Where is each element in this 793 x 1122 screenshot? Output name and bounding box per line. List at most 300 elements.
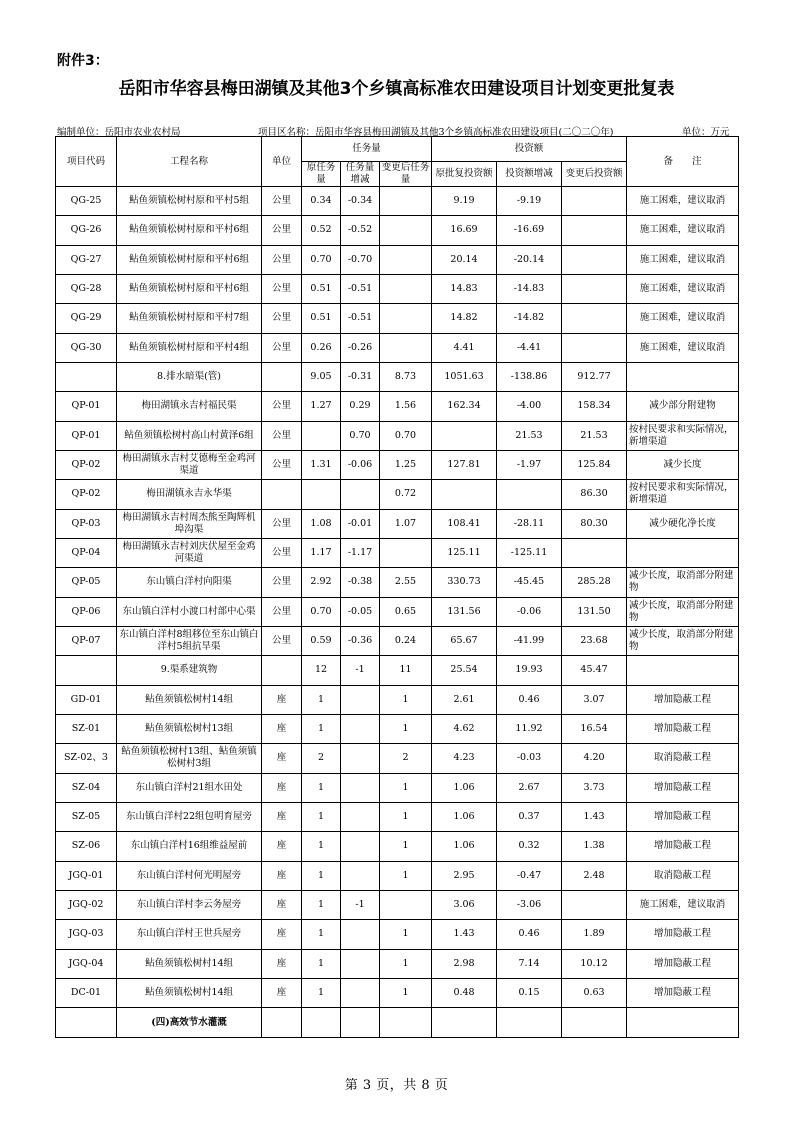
cell-task-after: 1 — [380, 773, 432, 802]
cell-unit: 公里 — [262, 333, 302, 362]
cell-unit — [262, 362, 302, 391]
cell-invest-orig: 1051.63 — [432, 362, 497, 391]
cell-remark: 增加隐蔽工程 — [627, 773, 739, 802]
cell-task-change — [341, 685, 380, 714]
cell-task-after: 11 — [380, 656, 432, 685]
cell-task-change: -1 — [341, 890, 380, 919]
cell-code: GD-01 — [56, 685, 117, 714]
table-row — [56, 656, 739, 685]
cell-task-change: -0.51 — [341, 274, 380, 303]
cell-name: 梅田湖镇永吉村周杰熊至陶辉机埠沟渠 — [117, 509, 262, 538]
cell-remark: 增加隐蔽工程 — [627, 978, 739, 1007]
cell-remark: 增加隐蔽工程 — [627, 802, 739, 831]
cell-invest-orig: 1.43 — [432, 920, 497, 949]
cell-code: JGQ-01 — [56, 861, 117, 890]
cell-invest-orig — [432, 421, 497, 450]
cell-name: 梅田湖镇永吉村艾德梅至金鸡河渠道 — [117, 450, 262, 479]
cell-invest-orig: 330.73 — [432, 568, 497, 597]
table-row — [56, 538, 739, 567]
cell-task-orig — [302, 1008, 341, 1038]
cell-code: QP-02 — [56, 450, 117, 479]
cell-invest-after: 1.38 — [562, 832, 627, 861]
cell-remark — [627, 1008, 739, 1038]
cell-task-orig: 1 — [302, 773, 341, 802]
cell-task-after: 0.24 — [380, 626, 432, 655]
cell-task-change: -0.34 — [341, 187, 380, 216]
cell-invest-change: -4.00 — [497, 392, 562, 421]
cell-remark: 施工困难，建议取消 — [627, 890, 739, 919]
cell-unit: 公里 — [262, 626, 302, 655]
cell-remark: 施工困难，建议取消 — [627, 274, 739, 303]
cell-invest-orig: 1.06 — [432, 832, 497, 861]
cell-remark: 施工困难，建议取消 — [627, 245, 739, 274]
cell-task-orig: 1 — [302, 802, 341, 831]
header-name: 工程名称 — [117, 137, 262, 187]
table-row — [56, 187, 739, 216]
cell-invest-orig: 2.61 — [432, 685, 497, 714]
cell-invest-after: 21.53 — [562, 421, 627, 450]
page-footer: 第 3 页，共 8 页 — [344, 1078, 449, 1093]
cell-task-after — [380, 245, 432, 274]
cell-task-after — [380, 538, 432, 567]
cell-invest-orig: 108.41 — [432, 509, 497, 538]
cell-task-after: 1 — [380, 714, 432, 743]
cell-unit: 公里 — [262, 509, 302, 538]
header-task-after: 变更后任务量 — [380, 162, 432, 187]
cell-task-orig: 0.51 — [302, 274, 341, 303]
table-row — [56, 480, 739, 509]
cell-code: QP-07 — [56, 626, 117, 655]
table-row — [56, 568, 739, 597]
cell-invest-orig: 65.67 — [432, 626, 497, 655]
cell-task-change: -1.17 — [341, 538, 380, 567]
cell-task-orig: 2.92 — [302, 568, 341, 597]
cell-task-orig: 0.70 — [302, 245, 341, 274]
cell-remark: 按村民要求和实际情况，新增渠道 — [627, 480, 739, 509]
header-unit: 单位 — [262, 137, 302, 187]
cell-task-after: 1 — [380, 949, 432, 978]
cell-task-orig — [302, 421, 341, 450]
cell-invest-after — [562, 890, 627, 919]
cell-task-orig: 1.08 — [302, 509, 341, 538]
cell-invest-after: 125.84 — [562, 450, 627, 479]
header-invest-change: 投资额增减 — [497, 162, 562, 187]
cell-invest-change: -14.82 — [497, 304, 562, 333]
cell-invest-orig: 0.48 — [432, 978, 497, 1007]
table-row — [56, 773, 739, 802]
table-row — [56, 597, 739, 626]
table-row — [56, 1008, 739, 1038]
cell-invest-after — [562, 538, 627, 567]
change-approval-table — [55, 136, 739, 1038]
page-title: 岳阳市华容县梅田湖镇及其他3个乡镇高标准农田建设项目计划变更批复表 — [118, 79, 675, 99]
cell-invest-orig: 25.54 — [432, 656, 497, 685]
cell-task-after — [380, 890, 432, 919]
cell-invest-change: 2.67 — [497, 773, 562, 802]
cell-invest-orig: 131.56 — [432, 597, 497, 626]
cell-code: JGQ-04 — [56, 949, 117, 978]
cell-code: QP-03 — [56, 509, 117, 538]
cell-code: QG-26 — [56, 216, 117, 245]
cell-invest-after — [562, 333, 627, 362]
cell-name: 东山镇白洋村21组水田处 — [117, 773, 262, 802]
table-row — [56, 685, 739, 714]
cell-invest-orig: 127.81 — [432, 450, 497, 479]
cell-remark — [627, 538, 739, 567]
cell-task-after: 0.70 — [380, 421, 432, 450]
cell-name: 鲇鱼须镇松树村原和平村5组 — [117, 187, 262, 216]
cell-task-change — [341, 714, 380, 743]
cell-name: 鲇鱼须镇松树村13组、鲇鱼须镇松树村3组 — [117, 744, 262, 773]
cell-remark: 施工困难，建议取消 — [627, 187, 739, 216]
cell-unit: 公里 — [262, 216, 302, 245]
cell-unit: 公里 — [262, 421, 302, 450]
cell-code: QG-28 — [56, 274, 117, 303]
header-invest-group: 投资额 — [432, 137, 627, 162]
cell-invest-after: 131.50 — [562, 597, 627, 626]
table-row — [56, 450, 739, 479]
cell-remark: 施工困难，建议取消 — [627, 216, 739, 245]
cell-name: 东山镇白洋村小渡口村部中心渠 — [117, 597, 262, 626]
cell-code — [56, 1008, 117, 1038]
cell-remark: 减少硬化净长度 — [627, 509, 739, 538]
cell-remark: 取消隐蔽工程 — [627, 744, 739, 773]
cell-name: 9.渠系建筑物 — [117, 656, 262, 685]
cell-code: QG-27 — [56, 245, 117, 274]
cell-task-orig — [302, 480, 341, 509]
header-invest-after: 变更后投资额 — [562, 162, 627, 187]
cell-unit: 座 — [262, 978, 302, 1007]
cell-invest-change: 0.32 — [497, 832, 562, 861]
cell-remark: 取消隐蔽工程 — [627, 861, 739, 890]
cell-invest-after: 0.63 — [562, 978, 627, 1007]
cell-invest-after: 10.12 — [562, 949, 627, 978]
cell-remark: 增加隐蔽工程 — [627, 949, 739, 978]
table-row — [56, 978, 739, 1007]
cell-unit — [262, 656, 302, 685]
cell-invest-change: 19.93 — [497, 656, 562, 685]
cell-invest-change: 0.15 — [497, 978, 562, 1007]
table-row — [56, 509, 739, 538]
cell-remark: 减少长度，取消部分附建物 — [627, 568, 739, 597]
cell-task-change: 0.70 — [341, 421, 380, 450]
cell-name: 鲇鱼须镇松树村原和平村6组 — [117, 274, 262, 303]
cell-unit: 座 — [262, 802, 302, 831]
cell-task-orig: 1.17 — [302, 538, 341, 567]
table-row — [56, 890, 739, 919]
cell-code: QP-01 — [56, 421, 117, 450]
cell-invest-change — [497, 1008, 562, 1038]
cell-code: DC-01 — [56, 978, 117, 1007]
cell-invest-orig: 14.83 — [432, 274, 497, 303]
cell-remark: 减少长度 — [627, 450, 739, 479]
cell-task-change: -0.01 — [341, 509, 380, 538]
cell-invest-after: 1.89 — [562, 920, 627, 949]
cell-remark: 减少长度，取消部分附建物 — [627, 626, 739, 655]
cell-invest-orig: 3.06 — [432, 890, 497, 919]
table-row — [56, 216, 739, 245]
cell-invest-change: -4.41 — [497, 333, 562, 362]
cell-code: QP-06 — [56, 597, 117, 626]
cell-code — [56, 656, 117, 685]
cell-invest-change: -0.47 — [497, 861, 562, 890]
cell-task-orig: 0.34 — [302, 187, 341, 216]
cell-remark: 减少部分附建物 — [627, 392, 739, 421]
table-row — [56, 802, 739, 831]
cell-invest-after — [562, 216, 627, 245]
table-row — [56, 744, 739, 773]
cell-unit: 座 — [262, 949, 302, 978]
cell-unit — [262, 1008, 302, 1038]
cell-invest-change: -28.11 — [497, 509, 562, 538]
cell-task-change: -0.26 — [341, 333, 380, 362]
cell-task-change — [341, 773, 380, 802]
cell-task-change: -0.52 — [341, 216, 380, 245]
cell-name: 8.排水暗渠(管) — [117, 362, 262, 391]
cell-task-change: -0.36 — [341, 626, 380, 655]
cell-task-change — [341, 1008, 380, 1038]
table-row — [56, 861, 739, 890]
cell-task-orig: 1.31 — [302, 450, 341, 479]
cell-name: 梅田湖镇永吉永华渠 — [117, 480, 262, 509]
cell-task-orig: 0.59 — [302, 626, 341, 655]
cell-code: SZ-01 — [56, 714, 117, 743]
header-code: 项目代码 — [56, 137, 117, 187]
cell-invest-orig — [432, 480, 497, 509]
cell-remark: 施工困难，建议取消 — [627, 333, 739, 362]
cell-unit: 座 — [262, 861, 302, 890]
compiling-unit: 编制单位：岳阳市农业农村局 — [57, 127, 181, 138]
cell-remark — [627, 362, 739, 391]
cell-invest-after: 86.30 — [562, 480, 627, 509]
cell-task-after — [380, 304, 432, 333]
cell-task-orig: 1 — [302, 714, 341, 743]
cell-unit: 公里 — [262, 450, 302, 479]
table-row — [56, 333, 739, 362]
cell-unit: 座 — [262, 744, 302, 773]
cell-task-after: 8.73 — [380, 362, 432, 391]
cell-task-change — [341, 832, 380, 861]
cell-invest-change: 0.37 — [497, 802, 562, 831]
cell-invest-after: 80.30 — [562, 509, 627, 538]
cell-task-orig: 1 — [302, 920, 341, 949]
cell-invest-change: -125.11 — [497, 538, 562, 567]
cell-invest-after: 16.54 — [562, 714, 627, 743]
cell-invest-orig: 20.14 — [432, 245, 497, 274]
cell-task-change: -0.06 — [341, 450, 380, 479]
cell-invest-after — [562, 274, 627, 303]
cell-invest-orig: 4.62 — [432, 714, 497, 743]
cell-task-after: 2 — [380, 744, 432, 773]
cell-name: 鲇鱼须镇松树村高山村黄泽6组 — [117, 421, 262, 450]
cell-task-after: 1.25 — [380, 450, 432, 479]
cell-task-orig: 1 — [302, 978, 341, 1007]
cell-unit — [262, 480, 302, 509]
cell-unit: 公里 — [262, 568, 302, 597]
cell-invest-change: 11.92 — [497, 714, 562, 743]
cell-invest-after: 2.48 — [562, 861, 627, 890]
header-task-group: 任务量 — [302, 137, 432, 162]
cell-invest-change: -45.45 — [497, 568, 562, 597]
cell-name: 鲇鱼须镇松树村14组 — [117, 949, 262, 978]
cell-task-change — [341, 480, 380, 509]
project-area-name: 项目区名称：岳阳市华容县梅田湖镇及其他3个乡镇高标准农田建设项目(二〇二〇年) — [258, 127, 614, 138]
cell-unit: 座 — [262, 773, 302, 802]
cell-invest-change: -0.03 — [497, 744, 562, 773]
cell-remark: 减少长度，取消部分附建物 — [627, 597, 739, 626]
cell-invest-change: -9.19 — [497, 187, 562, 216]
cell-name: 梅田湖镇永吉村刘庆伏屋至金鸡河渠道 — [117, 538, 262, 567]
cell-invest-after: 23.68 — [562, 626, 627, 655]
cell-name: 东山镇白洋村16组维益屋前 — [117, 832, 262, 861]
cell-name: 梅田湖镇永吉村福民渠 — [117, 392, 262, 421]
cell-unit: 公里 — [262, 187, 302, 216]
cell-task-orig: 0.52 — [302, 216, 341, 245]
cell-name: 鲇鱼须镇松树村原和平村6组 — [117, 245, 262, 274]
cell-code: QP-01 — [56, 392, 117, 421]
cell-task-orig: 1.27 — [302, 392, 341, 421]
table-row — [56, 832, 739, 861]
cell-task-after: 1 — [380, 685, 432, 714]
table-row — [56, 920, 739, 949]
cell-invest-after: 285.28 — [562, 568, 627, 597]
cell-unit: 公里 — [262, 245, 302, 274]
cell-task-orig: 2 — [302, 744, 341, 773]
cell-name: 东山镇白洋村向阳渠 — [117, 568, 262, 597]
cell-task-change — [341, 978, 380, 1007]
cell-invest-after: 158.34 — [562, 392, 627, 421]
cell-invest-orig: 9.19 — [432, 187, 497, 216]
cell-remark: 增加隐蔽工程 — [627, 714, 739, 743]
cell-task-change: -0.51 — [341, 304, 380, 333]
cell-code: JGQ-03 — [56, 920, 117, 949]
cell-code — [56, 362, 117, 391]
cell-task-orig: 12 — [302, 656, 341, 685]
cell-invest-orig: 1.06 — [432, 773, 497, 802]
cell-invest-after — [562, 187, 627, 216]
cell-task-change: 0.29 — [341, 392, 380, 421]
cell-name: 东山镇白洋村何光明屋旁 — [117, 861, 262, 890]
cell-unit: 公里 — [262, 392, 302, 421]
header-invest-orig: 原批复投资额 — [432, 162, 497, 187]
cell-unit: 座 — [262, 714, 302, 743]
cell-name: (四)高效节水灌溉 — [117, 1008, 262, 1038]
cell-name: 鲇鱼须镇松树村14组 — [117, 978, 262, 1007]
cell-invest-after: 912.77 — [562, 362, 627, 391]
cell-task-after: 1 — [380, 920, 432, 949]
cell-invest-change: -14.83 — [497, 274, 562, 303]
cell-code: QG-25 — [56, 187, 117, 216]
cell-name: 东山镇白洋村王世兵屋旁 — [117, 920, 262, 949]
cell-code: QP-04 — [56, 538, 117, 567]
cell-invest-orig — [432, 1008, 497, 1038]
cell-invest-change: -41.99 — [497, 626, 562, 655]
cell-task-orig: 1 — [302, 861, 341, 890]
cell-invest-change: -138.86 — [497, 362, 562, 391]
cell-name: 鲇鱼须镇松树村原和平村7组 — [117, 304, 262, 333]
cell-code: SZ-02、3 — [56, 744, 117, 773]
cell-invest-change: 0.46 — [497, 685, 562, 714]
cell-invest-after: 3.73 — [562, 773, 627, 802]
cell-unit: 座 — [262, 890, 302, 919]
cell-invest-orig: 4.23 — [432, 744, 497, 773]
cell-name: 东山镇白洋村8组移位至东山镇白洋村5组抗旱渠 — [117, 626, 262, 655]
cell-task-orig: 1 — [302, 832, 341, 861]
cell-invest-change: -0.06 — [497, 597, 562, 626]
table-row — [56, 626, 739, 655]
cell-invest-after — [562, 304, 627, 333]
cell-code: QP-02 — [56, 480, 117, 509]
cell-task-change: -0.38 — [341, 568, 380, 597]
cell-task-change — [341, 920, 380, 949]
cell-remark: 增加隐蔽工程 — [627, 832, 739, 861]
cell-invest-orig: 1.06 — [432, 802, 497, 831]
cell-invest-change — [497, 480, 562, 509]
cell-task-after — [380, 333, 432, 362]
table-row — [56, 714, 739, 743]
cell-unit: 公里 — [262, 304, 302, 333]
cell-code: JGQ-02 — [56, 890, 117, 919]
cell-code: SZ-04 — [56, 773, 117, 802]
cell-invest-after — [562, 245, 627, 274]
cell-code: QP-05 — [56, 568, 117, 597]
cell-remark — [627, 656, 739, 685]
cell-invest-orig: 2.95 — [432, 861, 497, 890]
cell-unit: 公里 — [262, 538, 302, 567]
currency-unit: 单位：万元 — [682, 127, 730, 138]
cell-invest-change: -3.06 — [497, 890, 562, 919]
cell-task-orig: 0.26 — [302, 333, 341, 362]
cell-invest-after: 1.43 — [562, 802, 627, 831]
cell-invest-change: 0.46 — [497, 920, 562, 949]
cell-unit: 座 — [262, 685, 302, 714]
cell-task-change — [341, 744, 380, 773]
cell-name: 鲇鱼须镇松树村14组 — [117, 685, 262, 714]
cell-task-orig: 1 — [302, 949, 341, 978]
header-remark: 备 注 — [627, 137, 739, 187]
cell-task-change — [341, 861, 380, 890]
cell-task-orig: 0.70 — [302, 597, 341, 626]
table-body — [56, 187, 739, 1038]
cell-task-change: -0.70 — [341, 245, 380, 274]
cell-invest-orig: 16.69 — [432, 216, 497, 245]
cell-remark: 按村民要求和实际情况，新增渠道 — [627, 421, 739, 450]
cell-task-after: 1.56 — [380, 392, 432, 421]
cell-invest-change: 7.14 — [497, 949, 562, 978]
cell-task-after: 2.55 — [380, 568, 432, 597]
table-row — [56, 421, 739, 450]
cell-name: 东山镇白洋村李云务屋旁 — [117, 890, 262, 919]
cell-task-orig: 0.51 — [302, 304, 341, 333]
cell-task-after: 1 — [380, 861, 432, 890]
cell-invest-after: 45.47 — [562, 656, 627, 685]
cell-invest-change: -20.14 — [497, 245, 562, 274]
cell-unit: 公里 — [262, 597, 302, 626]
cell-code: SZ-05 — [56, 802, 117, 831]
cell-task-change — [341, 949, 380, 978]
cell-code: QG-29 — [56, 304, 117, 333]
cell-task-after: 1 — [380, 978, 432, 1007]
table-row — [56, 362, 739, 391]
cell-invest-change: -16.69 — [497, 216, 562, 245]
cell-task-change: -0.31 — [341, 362, 380, 391]
cell-task-change: -1 — [341, 656, 380, 685]
cell-unit: 公里 — [262, 274, 302, 303]
attachment-label: 附件3： — [57, 53, 109, 69]
cell-unit: 座 — [262, 832, 302, 861]
cell-name: 鲇鱼须镇松树村原和平村6组 — [117, 216, 262, 245]
cell-task-after: 1 — [380, 802, 432, 831]
